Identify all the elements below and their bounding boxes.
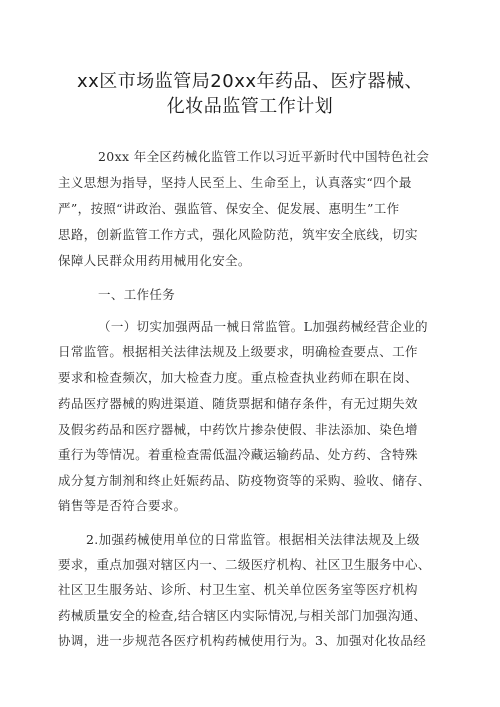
paragraph-line: 保障人民群众用药用械用化安全。 xyxy=(58,253,251,268)
paragraph-line: 20xx 年全区药械化监管工作以习近平新时代中国特色社会 xyxy=(98,149,430,164)
paragraph-line: 社区卫生服务站、诊所、村卫生室、机关单位医务室等医疗机构 xyxy=(58,582,418,597)
paragraph-line: 要求，重点加强对辖区内一、二级医疗机构、社区卫生服务中心、 xyxy=(58,557,431,572)
paragraph-line: 要求和检查频次，加大检查力度。重点检查执业药师在职在岗、 xyxy=(58,370,418,385)
document-title-line-2: 化妆品监管工作计划 xyxy=(166,96,334,117)
paragraph-line: 重行为等情况。着重检查需低温冷藏运输药品、处方药、含特殊 xyxy=(58,447,418,462)
paragraph-line: 日常监管。根据相关法律法规及上级要求，明确检查要点、工作 xyxy=(58,344,418,359)
paragraph-line: 及假劣药品和医疗器械，中药饮片掺杂使假、非法添加、染色增 xyxy=(58,422,418,437)
paragraph-line: 2.加强药械使用单位的日常监管。根据相关法律法规及上级 xyxy=(86,532,420,547)
paragraph-line: 严”，按照“讲政治、强监管、保安全、促发展、惠明生”工作 xyxy=(58,201,400,216)
paragraph-line: 协调，进一步规范各医疗机构药械使用行为。3、加强对化妆品经 xyxy=(58,633,427,648)
section-heading: 一、工作任务 xyxy=(98,287,176,302)
document-title-line-1: xx区市场监管局20xx年药品、医疗器械、 xyxy=(76,71,423,92)
paragraph-line: （一）切实加强两品一械日常监管。L加强药械经营企业的 xyxy=(98,319,428,334)
paragraph-line: 成分复方制剂和终止妊娠药品、防疫物资等的采购、验收、储存、 xyxy=(58,473,431,488)
paragraph-line: 主义思想为指导，坚持人民至上、生命至上，认真落实“四个最 xyxy=(58,175,412,190)
paragraph-line: 药械质量安全的检查,结合辖区内实际情况,与相关部门加强沟通、 xyxy=(58,608,427,623)
paragraph-line: 药品医疗器械的购进渠道、随货票据和储存条件，有无过期失效 xyxy=(58,396,418,411)
paragraph-line: 销售等是否符合要求。 xyxy=(58,498,187,513)
paragraph-line: 思路，创新监管工作方式，强化风险防范，筑牢安全底线，切实 xyxy=(58,227,418,242)
